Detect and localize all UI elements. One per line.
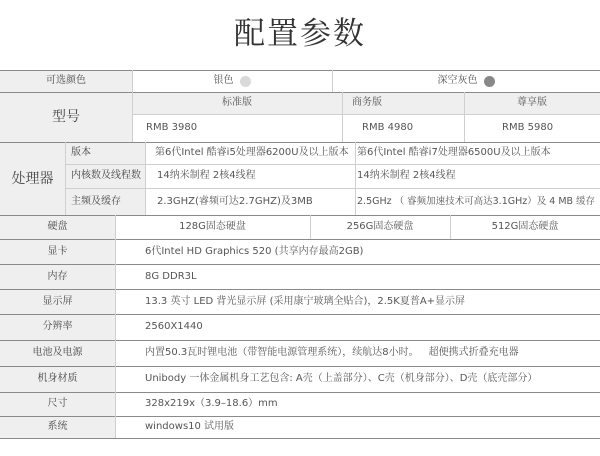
price-standard: RMB 3980 xyxy=(146,122,198,133)
os-label: 系统 xyxy=(0,416,115,438)
column-divider xyxy=(310,215,311,239)
color-option-name: 深空灰色 xyxy=(437,75,478,86)
storage-premium: 512G固态硬盘 xyxy=(491,221,559,232)
processor-freq-i5: 2.3GHZ(睿频可达2.7GHZ)及3MB xyxy=(157,195,313,207)
gpu-label: 显卡 xyxy=(0,239,115,264)
column-divider xyxy=(145,142,146,215)
battery-value xyxy=(115,340,600,366)
color-label: 可选颜色 xyxy=(0,70,132,92)
column-divider xyxy=(464,92,465,142)
resolution-label: 分辨率 xyxy=(0,314,115,340)
row-divider xyxy=(0,416,600,417)
column-divider xyxy=(132,70,133,142)
row-divider xyxy=(0,264,600,265)
memory-label: 内存 xyxy=(0,264,115,289)
price-premium: RMB 5980 xyxy=(502,122,554,133)
price-business: RMB 4980 xyxy=(362,122,414,133)
row-divider xyxy=(0,70,600,71)
resolution-value: 2560X1440 xyxy=(145,321,203,332)
silver-swatch-icon xyxy=(240,76,251,87)
spec-table xyxy=(0,70,600,456)
column-divider xyxy=(332,70,333,92)
storage-label: 硬盘 xyxy=(0,215,115,239)
row-divider xyxy=(0,142,600,143)
row-divider xyxy=(0,366,600,367)
color-option-name: 银色 xyxy=(213,75,234,86)
storage-business: 256G固态硬盘 xyxy=(346,221,414,232)
material-label: 机身材质 xyxy=(0,366,115,392)
variant-standard: 标准版 xyxy=(132,92,342,114)
color-option-silver xyxy=(132,70,332,92)
processor-label: 处理器 xyxy=(0,142,65,215)
row-divider xyxy=(132,114,600,115)
row-divider xyxy=(0,239,600,240)
os-value: windows10 试用版 xyxy=(145,421,235,432)
variant-premium: 尊享版 xyxy=(464,92,600,114)
size-value: 328x219x（3.9–18.6）mm xyxy=(145,398,278,409)
processor-freq-i7: 2.5GHz （ 睿频加速技术可高达3.1GHz）及 4 MB 缓存 xyxy=(357,195,596,207)
gpu-value: 6代Intel HD Graphics 520 (共享内存最高2GB) xyxy=(145,245,364,257)
row-divider xyxy=(0,438,600,439)
size-label: 尺寸 xyxy=(0,392,115,416)
column-divider xyxy=(115,215,116,438)
space-gray-swatch-icon xyxy=(484,76,495,87)
row-divider xyxy=(0,215,600,216)
variant-business: 商务版 xyxy=(342,92,464,114)
processor-cores-label: 内核数及线程数 xyxy=(65,164,145,188)
column-divider xyxy=(450,215,451,239)
model-label: 型号 xyxy=(0,92,132,142)
column-divider xyxy=(355,142,356,215)
page-title: 配置参数 xyxy=(234,16,366,52)
row-divider xyxy=(0,392,600,393)
processor-version-i5: 第6代Intel 酷睿i5处理器6200U及以上版本 xyxy=(155,147,349,158)
battery-label: 电池及电源 xyxy=(0,340,115,366)
color-option-space-gray xyxy=(332,70,600,92)
storage-standard: 128G固态硬盘 xyxy=(179,221,246,232)
row-divider xyxy=(0,314,600,315)
display-value: 13.3 英寸 LED 背光显示屏 (采用康宁玻璃全贴合)，2.5K夏普A+显示屏 xyxy=(145,295,466,307)
column-divider xyxy=(65,142,66,215)
battery-text: 内置50.3瓦时锂电池（带智能电源管理系统），续航达8小时。 xyxy=(145,347,419,358)
row-divider xyxy=(0,92,600,93)
processor-cores-i7: 14纳米制程 2核4线程 xyxy=(357,170,456,181)
processor-version-label: 版本 xyxy=(65,142,145,164)
row-divider xyxy=(0,289,600,290)
memory-value: 8G DDR3L xyxy=(145,270,197,282)
row-divider xyxy=(0,340,600,341)
processor-freq-label: 主频及缓存 xyxy=(65,188,145,215)
charger-text: 超便携式折叠充电器 xyxy=(428,347,519,358)
processor-version-i7: 第6代Intel 酷睿i7处理器6500U及以上版本 xyxy=(357,147,551,158)
material-value: Unibody 一体金属机身工艺包含: A壳（上盖部分）、C壳（机身部分）、D壳（底壳部分） xyxy=(145,373,538,384)
column-divider xyxy=(342,92,343,142)
display-label: 显示屏 xyxy=(0,289,115,314)
processor-cores-i5: 14纳米制程 2核4线程 xyxy=(157,170,256,181)
